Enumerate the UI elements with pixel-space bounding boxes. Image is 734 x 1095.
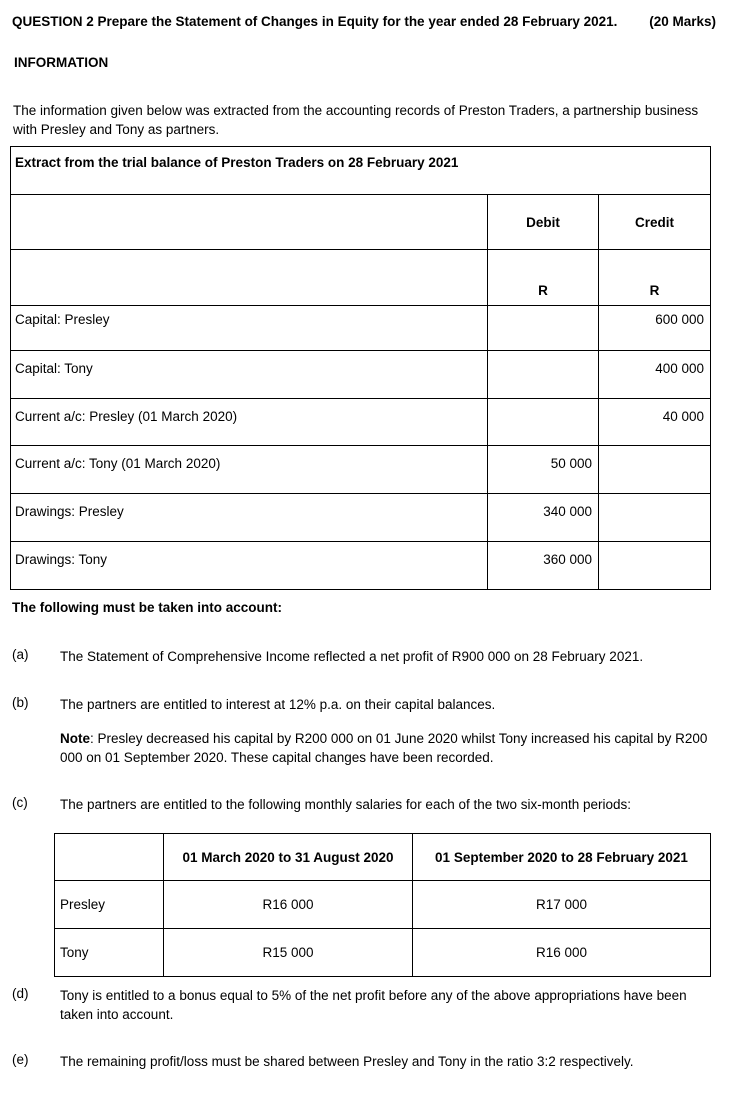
debit-value	[488, 399, 599, 446]
row-label: Capital: Presley	[11, 306, 488, 351]
period-1-header: 01 March 2020 to 31 August 2020	[164, 834, 413, 881]
debit-header: Debit	[488, 195, 599, 250]
credit-value	[599, 446, 711, 494]
debit-value: 360 000	[488, 542, 599, 590]
table-row	[11, 494, 711, 542]
credit-value: 400 000	[599, 351, 711, 399]
trial-balance-title: Extract from the trial balance of Preston Traders on 28 February 2021	[11, 147, 711, 195]
credit-value: 600 000	[599, 306, 711, 351]
salary-header-blank	[55, 834, 164, 881]
note-text: : Presley decreased his capital by R200 000 on 01 June 2020 whilst Tony increased his capital by R200 000 on 01 September 2020. These capital changes have been recorded.	[60, 731, 708, 765]
item-b-text: The partners are entitled to interest at 12% p.a. on their capital balances.	[60, 697, 496, 712]
question-heading: QUESTION 2 Prepare the Statement of Changes in Equity for the year ended 28 February 2021.	[12, 14, 618, 29]
period-1-salary: R16 000	[164, 881, 413, 929]
period-2-salary: R16 000	[413, 929, 711, 977]
item-a-text: The Statement of Comprehensive Income reflected a net profit of R900 000 on 28 February 2021.	[60, 649, 644, 664]
item-e-label: (e)	[12, 1052, 29, 1067]
header-blank-cell	[11, 195, 488, 250]
row-label: Current a/c: Presley (01 March 2020)	[11, 399, 488, 446]
item-d-text: Tony is entitled to a bonus equal to 5% of the net profit before any of the above appropriations have been taken into account.	[60, 988, 687, 1022]
debit-value: 340 000	[488, 494, 599, 542]
item-a-label: (a)	[12, 647, 29, 662]
table-row	[11, 446, 711, 494]
item-c-text: The partners are entitled to the following monthly salaries for each of the two six-month periods:	[60, 797, 632, 812]
table-row	[55, 929, 711, 977]
partner-name: Presley	[55, 881, 164, 929]
credit-value	[599, 494, 711, 542]
debit-value	[488, 306, 599, 351]
partner-name: Tony	[55, 929, 164, 977]
period-2-salary: R17 000	[413, 881, 711, 929]
information-heading: INFORMATION	[14, 55, 109, 70]
item-d-label: (d)	[12, 986, 29, 1001]
table-row	[11, 399, 711, 446]
item-b-note	[60, 729, 710, 767]
row-label: Drawings: Presley	[11, 494, 488, 542]
credit-header: Credit	[599, 195, 711, 250]
table-row	[55, 881, 711, 929]
unit-blank-cell	[11, 250, 488, 306]
intro-paragraph: The information given below was extracted from the accounting records of Preston Traders, a partnership business with Presley and Tony as partners.	[13, 103, 699, 137]
row-label: Capital: Tony	[11, 351, 488, 399]
note-label: Note	[60, 731, 90, 746]
period-1-salary: R15 000	[164, 929, 413, 977]
item-c-label: (c)	[12, 795, 28, 810]
table-row	[11, 306, 711, 351]
credit-value: 40 000	[599, 399, 711, 446]
considerations-heading: The following must be taken into account:	[12, 600, 283, 615]
trial-balance-table	[10, 146, 711, 590]
salaries-table	[54, 833, 711, 977]
credit-unit: R	[599, 250, 711, 306]
period-2-header: 01 September 2020 to 28 February 2021	[413, 834, 711, 881]
debit-value	[488, 351, 599, 399]
item-e-text: The remaining profit/loss must be shared between Presley and Tony in the ratio 3:2 respectively.	[60, 1054, 634, 1069]
row-label: Drawings: Tony	[11, 542, 488, 590]
debit-unit: R	[488, 250, 599, 306]
credit-value	[599, 542, 711, 590]
marks-label: (20 Marks)	[649, 14, 716, 29]
item-b-label: (b)	[12, 695, 29, 710]
debit-value: 50 000	[488, 446, 599, 494]
table-row	[11, 351, 711, 399]
table-row	[11, 542, 711, 590]
row-label: Current a/c: Tony (01 March 2020)	[11, 446, 488, 494]
